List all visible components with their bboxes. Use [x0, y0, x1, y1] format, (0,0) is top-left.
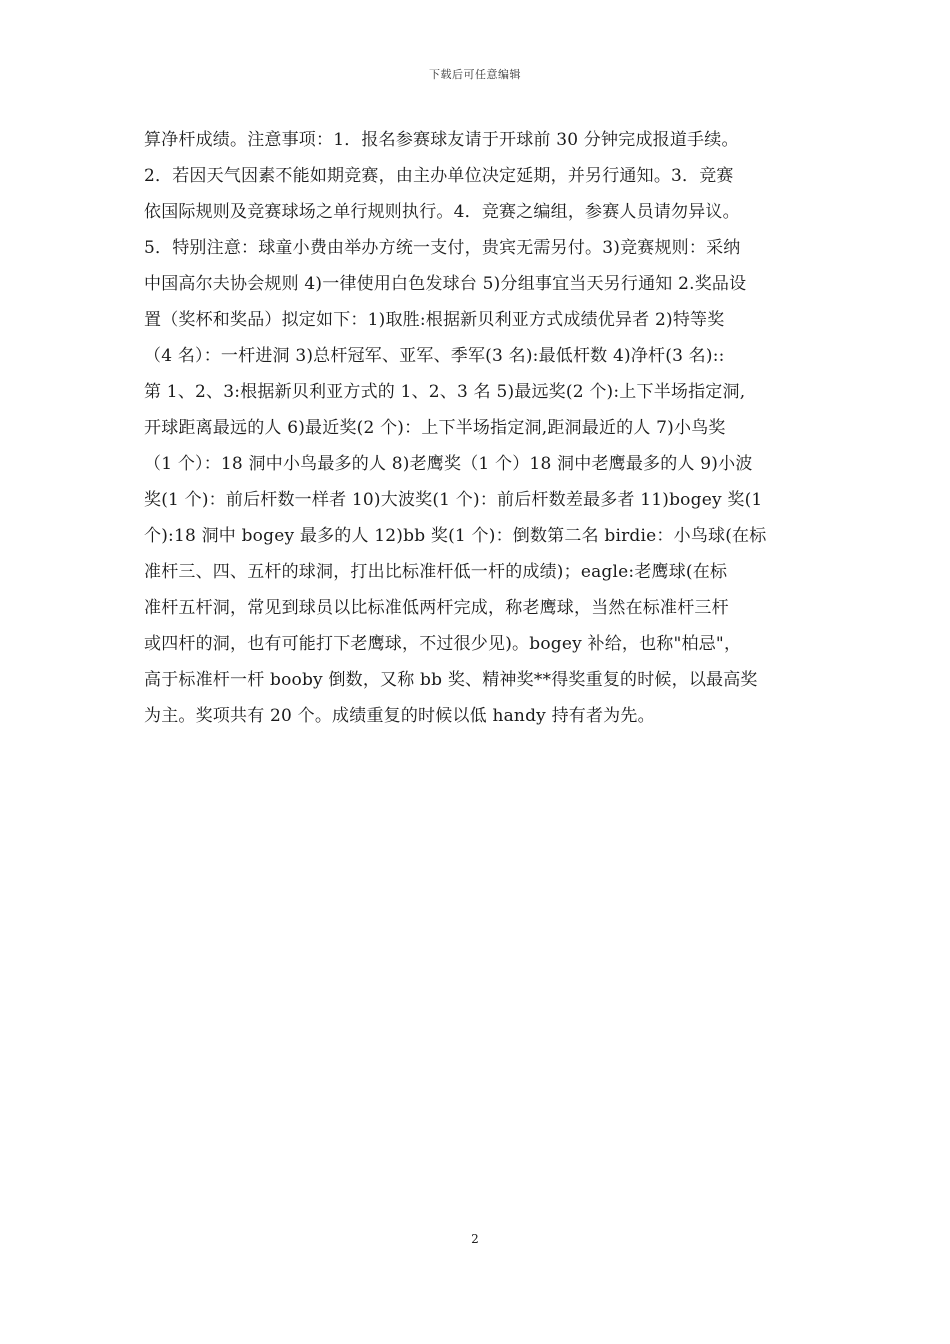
- document-body: [144, 122, 806, 734]
- body-line: 准杆三、四、五杆的球洞，打出比标准杆低一杆的成绩)；eagle:老鹰球(在标: [144, 562, 728, 582]
- body-line: 或四杆的洞，也有可能打下老鹰球，不过很少见)。bogey 补给，也称"柏忌"，: [144, 634, 742, 654]
- body-line: 置（奖杯和奖品）拟定如下：1)取胜:根据新贝利亚方式成绩优异者 2)特等奖: [144, 310, 725, 330]
- body-line: 2．若因天气因素不能如期竞赛，由主办单位决定延期，并另行通知。3．竞赛: [144, 166, 734, 186]
- body-line: 奖(1 个)：前后杆数一样者 10)大波奖(1 个)：前后杆数差最多者 11)bogey 奖(1: [144, 490, 763, 510]
- body-line: 依国际规则及竞赛球场之单行规则执行。4．竞赛之编组，参赛人员请勿异议。: [144, 202, 740, 222]
- body-line: 为主。奖项共有 20 个。成绩重复的时候以低 handy 持有者为先。: [144, 706, 655, 726]
- page-number: 2: [471, 1232, 479, 1246]
- body-line: 开球距离最远的人 6)最近奖(2 个)：上下半场指定洞,距洞最近的人 7)小鸟奖: [144, 418, 726, 438]
- page-header-note: 下载后可任意编辑: [429, 68, 521, 81]
- body-line: 个):18 洞中 bogey 最多的人 12)bb 奖(1 个)：倒数第二名 birdie：小鸟球(在标: [144, 526, 767, 546]
- body-line: 中国高尔夫协会规则 4)一律使用白色发球台 5)分组事宜当天另行通知 2.奖品设: [144, 274, 747, 294]
- body-line: 高于标准杆一杆 booby 倒数，又称 bb 奖、精神奖**得奖重复的时候，以最高奖: [144, 670, 758, 690]
- body-line: 准杆五杆洞，常见到球员以比标准低两杆完成，称老鹰球，当然在标准杆三杆: [144, 598, 729, 618]
- body-line: 第 1、2、3:根据新贝利亚方式的 1、2、3 名 5)最远奖(2 个):上下半场指定洞,: [144, 382, 746, 402]
- body-line: 算净杆成绩。注意事项：1．报名参赛球友请于开球前 30 分钟完成报道手续。: [144, 130, 739, 150]
- body-line: （4 名）：一杆进洞 3)总杆冠军、亚军、季军(3 名):最低杆数 4)净杆(3 名)::: [144, 346, 725, 366]
- body-line: （1 个）：18 洞中小鸟最多的人 8)老鹰奖（1 个）18 洞中老鹰最多的人 9)小波: [144, 454, 753, 474]
- body-line: 5．特别注意：球童小费由举办方统一支付，贵宾无需另付。3)竞赛规则：采纳: [144, 238, 741, 258]
